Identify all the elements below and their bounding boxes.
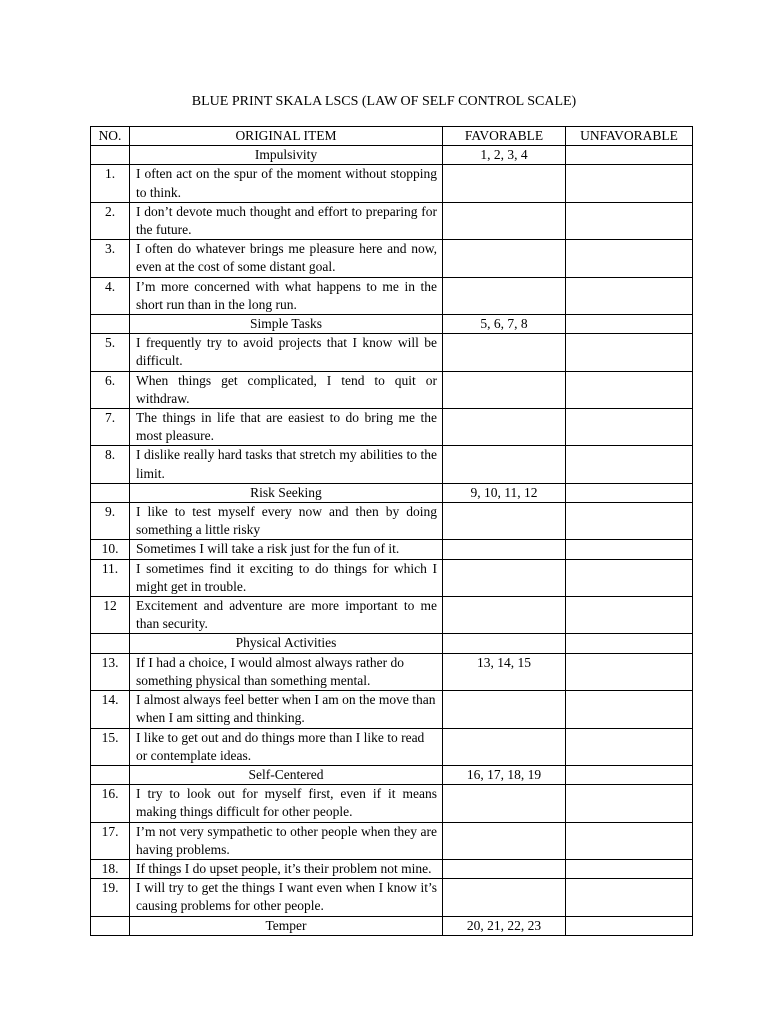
unfavorable-cell [566, 277, 693, 314]
category-row [91, 315, 693, 334]
favorable-cell [443, 822, 566, 859]
item-row [91, 446, 693, 483]
item-text: If things I do upset people, it’s their problem not mine. [130, 859, 443, 878]
favorable-cell [443, 334, 566, 371]
unfavorable-cell [566, 483, 693, 502]
item-text: The things in life that are easiest to do bring me the most pleasure. [130, 409, 443, 446]
unfavorable-cell [566, 879, 693, 916]
header-no: NO. [91, 127, 130, 146]
item-row [91, 165, 693, 202]
item-row [91, 334, 693, 371]
item-row [91, 691, 693, 728]
unfavorable-cell [566, 503, 693, 540]
item-text: I often do whatever brings me pleasure here and now, even at the cost of some distant goal. [130, 240, 443, 277]
favorable-cell [443, 785, 566, 822]
favorable-cell [443, 879, 566, 916]
category-name: Self-Centered [130, 765, 443, 784]
favorable-cell [443, 409, 566, 446]
item-row [91, 728, 693, 765]
category-row [91, 765, 693, 784]
table-body [91, 146, 693, 936]
item-number: 15. [91, 728, 130, 765]
item-number: 2. [91, 202, 130, 239]
item-row [91, 277, 693, 314]
category-row [91, 146, 693, 165]
unfavorable-cell [566, 634, 693, 653]
favorable-cell [443, 597, 566, 634]
item-number: 11. [91, 559, 130, 596]
blueprint-table [90, 126, 693, 936]
item-row [91, 559, 693, 596]
favorable-cell [443, 240, 566, 277]
item-text: I’m more concerned with what happens to me in the short run than in the long run. [130, 277, 443, 314]
item-row [91, 785, 693, 822]
item-text: I try to look out for myself first, even if it means making things difficult for other people. [130, 785, 443, 822]
category-no-cell [91, 916, 130, 935]
item-number: 10. [91, 540, 130, 559]
item-text: I like to get out and do things more than I like to read or contemplate ideas. [130, 728, 443, 765]
favorable-cell [443, 202, 566, 239]
item-number: 9. [91, 503, 130, 540]
item-text: I often act on the spur of the moment without stopping to think. [130, 165, 443, 202]
favorable-cell: 5, 6, 7, 8 [443, 315, 566, 334]
item-number: 19. [91, 879, 130, 916]
favorable-cell: 9, 10, 11, 12 [443, 483, 566, 502]
favorable-cell [443, 559, 566, 596]
unfavorable-cell [566, 315, 693, 334]
item-row [91, 879, 693, 916]
item-text: Sometimes I will take a risk just for the fun of it. [130, 540, 443, 559]
unfavorable-cell [566, 240, 693, 277]
unfavorable-cell [566, 540, 693, 559]
category-no-cell [91, 634, 130, 653]
category-name: Simple Tasks [130, 315, 443, 334]
unfavorable-cell [566, 334, 693, 371]
item-row [91, 371, 693, 408]
item-number: 17. [91, 822, 130, 859]
item-row [91, 409, 693, 446]
favorable-cell: 16, 17, 18, 19 [443, 765, 566, 784]
unfavorable-cell [566, 653, 693, 690]
category-row [91, 916, 693, 935]
item-text: I dislike really hard tasks that stretch my abilities to the limit. [130, 446, 443, 483]
favorable-cell [443, 503, 566, 540]
unfavorable-cell [566, 859, 693, 878]
item-number: 4. [91, 277, 130, 314]
item-text: Excitement and adventure are more important to me than security. [130, 597, 443, 634]
item-row [91, 540, 693, 559]
unfavorable-cell [566, 597, 693, 634]
favorable-cell [443, 371, 566, 408]
unfavorable-cell [566, 691, 693, 728]
item-number: 16. [91, 785, 130, 822]
category-name: Physical Activities [130, 634, 443, 653]
header-favorable: FAVORABLE [443, 127, 566, 146]
favorable-cell [443, 634, 566, 653]
item-text: I don’t devote much thought and effort to preparing for the future. [130, 202, 443, 239]
favorable-cell: 13, 14, 15 [443, 653, 566, 690]
item-text: I like to test myself every now and then by doing something a little risky [130, 503, 443, 540]
item-number: 8. [91, 446, 130, 483]
item-row [91, 240, 693, 277]
unfavorable-cell [566, 409, 693, 446]
item-number: 5. [91, 334, 130, 371]
unfavorable-cell [566, 728, 693, 765]
favorable-cell [443, 691, 566, 728]
item-number: 7. [91, 409, 130, 446]
unfavorable-cell [566, 446, 693, 483]
item-number: 14. [91, 691, 130, 728]
unfavorable-cell [566, 165, 693, 202]
category-no-cell [91, 146, 130, 165]
item-number: 13. [91, 653, 130, 690]
category-row [91, 483, 693, 502]
item-row [91, 597, 693, 634]
favorable-cell [443, 277, 566, 314]
item-number: 3. [91, 240, 130, 277]
item-text: I’m not very sympathetic to other people when they are having problems. [130, 822, 443, 859]
item-row [91, 859, 693, 878]
document-title: BLUE PRINT SKALA LSCS (LAW OF SELF CONTROL SCALE) [191, 94, 577, 109]
unfavorable-cell [566, 146, 693, 165]
favorable-cell [443, 728, 566, 765]
unfavorable-cell [566, 822, 693, 859]
category-no-cell [91, 765, 130, 784]
header-unfavorable: UNFAVORABLE [566, 127, 693, 146]
favorable-cell [443, 540, 566, 559]
unfavorable-cell [566, 559, 693, 596]
item-text: When things get complicated, I tend to quit or withdraw. [130, 371, 443, 408]
table-header-row [91, 127, 693, 146]
unfavorable-cell [566, 916, 693, 935]
unfavorable-cell [566, 371, 693, 408]
item-number: 1. [91, 165, 130, 202]
category-name: Temper [130, 916, 443, 935]
item-text: I sometimes find it exciting to do things for which I might get in trouble. [130, 559, 443, 596]
favorable-cell [443, 165, 566, 202]
category-name: Impulsivity [130, 146, 443, 165]
unfavorable-cell [566, 785, 693, 822]
item-text: I will try to get the things I want even when I know it’s causing problems for other people. [130, 879, 443, 916]
favorable-cell [443, 446, 566, 483]
favorable-cell [443, 859, 566, 878]
item-text: If I had a choice, I would almost always rather do something physical than something mental. [130, 653, 443, 690]
item-row [91, 202, 693, 239]
unfavorable-cell [566, 765, 693, 784]
category-row [91, 634, 693, 653]
item-row [91, 503, 693, 540]
item-text: I frequently try to avoid projects that I know will be difficult. [130, 334, 443, 371]
unfavorable-cell [566, 202, 693, 239]
item-number: 18. [91, 859, 130, 878]
favorable-cell: 20, 21, 22, 23 [443, 916, 566, 935]
category-no-cell [91, 315, 130, 334]
category-name: Risk Seeking [130, 483, 443, 502]
item-number: 6. [91, 371, 130, 408]
item-row [91, 653, 693, 690]
favorable-cell: 1, 2, 3, 4 [443, 146, 566, 165]
item-row [91, 822, 693, 859]
item-text: I almost always feel better when I am on the move than when I am sitting and thinking. [130, 691, 443, 728]
category-no-cell [91, 483, 130, 502]
header-original-item: ORIGINAL ITEM [130, 127, 443, 146]
item-number: 12 [91, 597, 130, 634]
